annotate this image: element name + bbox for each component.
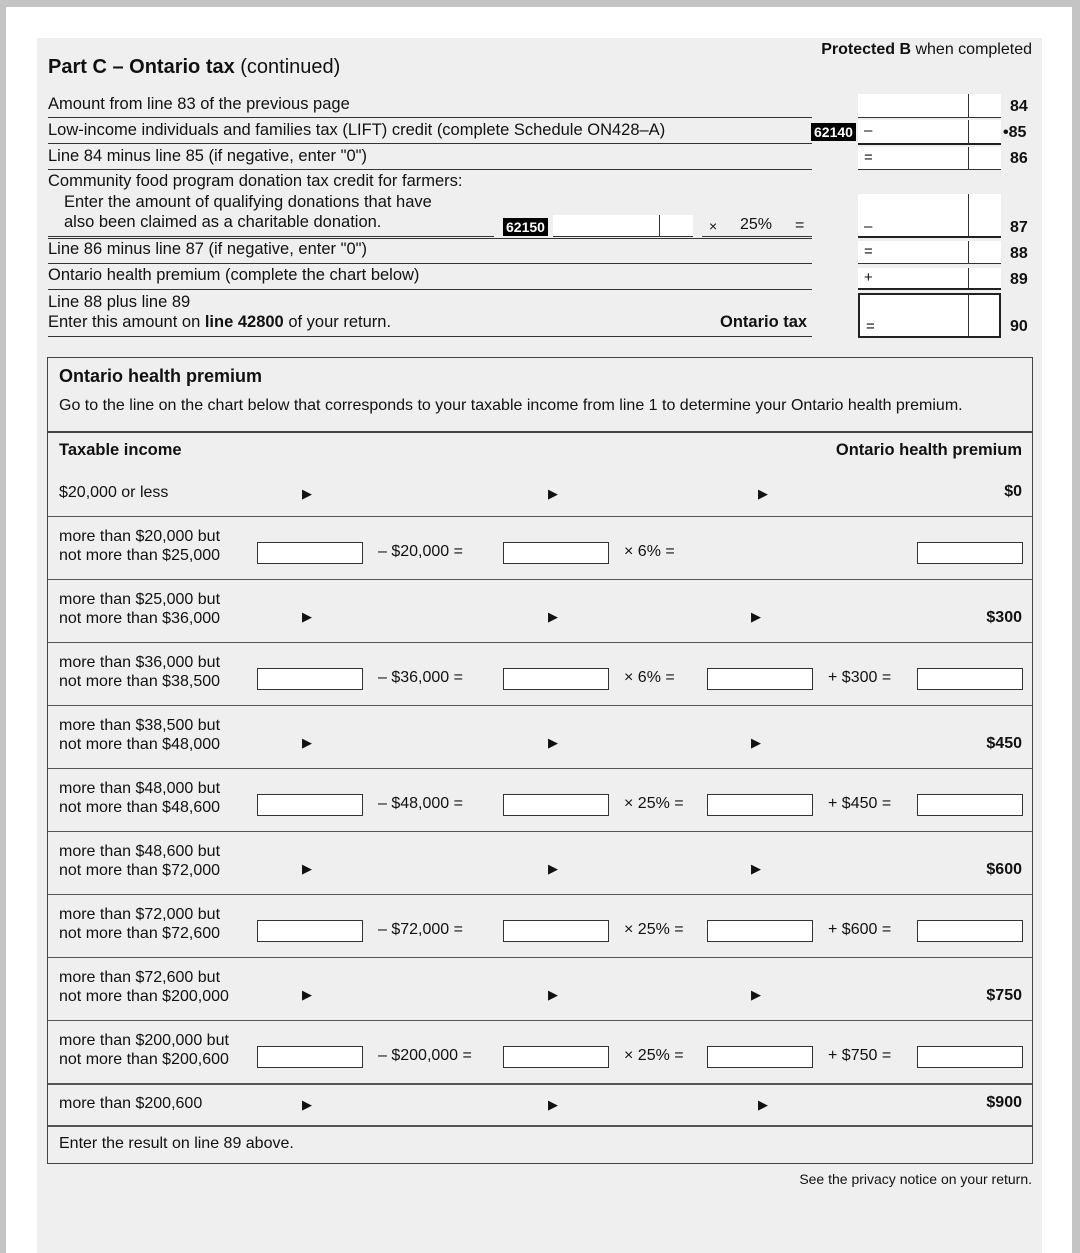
line-85-label: Low-income individuals and families tax (LIFT) credit (complete Schedule ON428–A)	[48, 121, 666, 139]
line-86-row	[48, 146, 812, 170]
arrow-icon: ▶	[758, 1097, 768, 1112]
product-input[interactable]	[707, 794, 813, 816]
line-number-85: •85	[1003, 124, 1027, 141]
income-input[interactable]	[257, 920, 363, 942]
difference-input[interactable]	[503, 542, 609, 564]
line-89-amount-field[interactable]: +	[858, 268, 1001, 290]
field-code-62140: 62140	[811, 123, 856, 141]
line-88-label: Line 86 minus line 87 (if negative, enter "0")	[48, 240, 367, 258]
premium-row-10: more than $200,600 ▶ ▶ ▶ $900	[48, 1083, 1032, 1125]
arrow-icon: ▶	[548, 861, 558, 876]
line-87-row	[48, 172, 812, 236]
premium-row-0: $20,000 or less ▶ ▶ ▶ $0	[59, 483, 1022, 501]
line-number-90: 90	[1010, 318, 1028, 335]
line-85-amount-field[interactable]: –	[858, 120, 1001, 145]
line-90-label-2: Enter this amount on line 42800 of your return.	[48, 313, 392, 331]
line-90-row	[48, 291, 812, 337]
line-88-amount-field[interactable]: =	[858, 241, 1001, 264]
difference-input[interactable]	[503, 920, 609, 942]
premium-result-input[interactable]	[917, 542, 1023, 564]
line-84-label: Amount from line 83 of the previous page	[48, 95, 350, 113]
line-89-row	[48, 265, 812, 290]
premium-row-4: more than $38,500 but not more than $48,000 ▶ ▶ ▶ $450	[48, 705, 1032, 768]
line-89-label: Ontario health premium (complete the chart below)	[48, 266, 420, 284]
difference-input[interactable]	[503, 1046, 609, 1068]
line-87-donation-input[interactable]	[553, 215, 693, 237]
line-87-calc: × 25% =	[702, 215, 812, 237]
line-85-row	[48, 120, 812, 144]
income-input[interactable]	[257, 668, 363, 690]
income-input[interactable]	[257, 794, 363, 816]
premium-row-8: more than $72,600 but not more than $200,000 ▶ ▶ ▶ $750	[48, 957, 1032, 1020]
product-input[interactable]	[707, 920, 813, 942]
premium-row-1: more than $20,000 but not more than $25,000 – $20,000 = × 6% =	[48, 516, 1032, 579]
income-input[interactable]	[257, 1046, 363, 1068]
arrow-icon: ▶	[751, 987, 761, 1002]
premium-result-input[interactable]	[917, 1046, 1023, 1068]
chart-title: Ontario health premium	[59, 366, 263, 386]
line-87-underline	[48, 236, 494, 237]
premium-result-input[interactable]	[917, 794, 1023, 816]
line-87-amount-field[interactable]: –	[858, 194, 1001, 238]
arrow-icon: ▶	[302, 1097, 312, 1112]
privacy-notice: See the privacy notice on your return.	[799, 1171, 1032, 1187]
premium-row-3: more than $36,000 but not more than $38,500 – $36,000 = × 6% = + $300 =	[48, 642, 1032, 705]
product-input[interactable]	[707, 668, 813, 690]
scrollbar-track[interactable]	[1072, 0, 1080, 1253]
line-88-row	[48, 239, 812, 264]
page-title: Part C – Ontario tax (continued)	[48, 56, 341, 78]
ontario-tax-label: Ontario tax	[720, 313, 808, 331]
line-number-86: 86	[1010, 150, 1028, 167]
arrow-icon: ▶	[751, 735, 761, 750]
line-86-label: Line 84 minus line 85 (if negative, enter "0")	[48, 147, 367, 165]
premium-result-input[interactable]	[917, 668, 1023, 690]
field-code-62150: 62150	[503, 218, 548, 236]
premium-row-5: more than $48,000 but not more than $48,600 – $48,000 = × 25% = + $450 =	[48, 768, 1032, 831]
difference-input[interactable]	[503, 794, 609, 816]
taxable-income-header: Taxable income	[59, 441, 182, 459]
arrow-icon: ▶	[758, 486, 768, 501]
ontario-health-premium-chart	[47, 357, 1033, 1164]
arrow-icon: ▶	[751, 609, 761, 624]
premium-row-9: more than $200,000 but not more than $200,600 – $200,000 = × 25% = + $750 =	[48, 1020, 1032, 1083]
form-page	[37, 38, 1042, 1253]
premium-row-6: more than $48,600 but not more than $72,000 ▶ ▶ ▶ $600	[48, 831, 1032, 894]
premium-header: Ontario health premium	[835, 441, 1022, 459]
window-frame-left	[0, 0, 6, 1253]
line-number-89: 89	[1010, 271, 1028, 288]
line-87-heading: Community food program donation tax credit for farmers:	[48, 172, 463, 190]
line-90-ontario-tax-field[interactable]: =	[858, 293, 1001, 338]
line-number-87: 87	[1010, 219, 1028, 236]
line-90-label-1: Line 88 plus line 89	[48, 293, 191, 311]
product-input[interactable]	[707, 1046, 813, 1068]
arrow-icon: ▶	[302, 987, 312, 1002]
arrow-icon: ▶	[548, 486, 558, 501]
arrow-icon: ▶	[302, 609, 312, 624]
line-87-instruction-1: Enter the amount of qualifying donations that have	[64, 193, 432, 211]
arrow-icon: ▶	[548, 987, 558, 1002]
window-frame-top	[0, 0, 1080, 7]
arrow-icon: ▶	[548, 609, 558, 624]
line-84-row	[48, 94, 812, 118]
line-84-amount-field[interactable]	[858, 94, 1001, 118]
chart-description: Go to the line on the chart below that corresponds to your taxable income from line 1 to determine your Ontario health premium.	[59, 397, 963, 414]
arrow-icon: ▶	[302, 861, 312, 876]
line-87-instruction-2: also been claimed as a charitable donation.	[64, 213, 382, 231]
chart-header	[48, 431, 1032, 473]
arrow-icon: ▶	[302, 735, 312, 750]
premium-result-input[interactable]	[917, 920, 1023, 942]
arrow-icon: ▶	[751, 861, 761, 876]
arrow-icon: ▶	[548, 1097, 558, 1112]
premium-row-2: more than $25,000 but not more than $36,000 ▶ ▶ ▶ $300	[48, 579, 1032, 642]
line-86-amount-field[interactable]: =	[858, 147, 1001, 170]
protected-b-notice: Protected B when completed	[821, 41, 1032, 58]
arrow-icon: ▶	[302, 486, 312, 501]
premium-row-7: more than $72,000 but not more than $72,600 – $72,000 = × 25% = + $600 =	[48, 894, 1032, 957]
income-input[interactable]	[257, 542, 363, 564]
line-number-84: 84	[1010, 98, 1028, 115]
line-number-88: 88	[1010, 245, 1028, 262]
difference-input[interactable]	[503, 668, 609, 690]
chart-footer: Enter the result on line 89 above.	[48, 1125, 1032, 1165]
arrow-icon: ▶	[548, 735, 558, 750]
